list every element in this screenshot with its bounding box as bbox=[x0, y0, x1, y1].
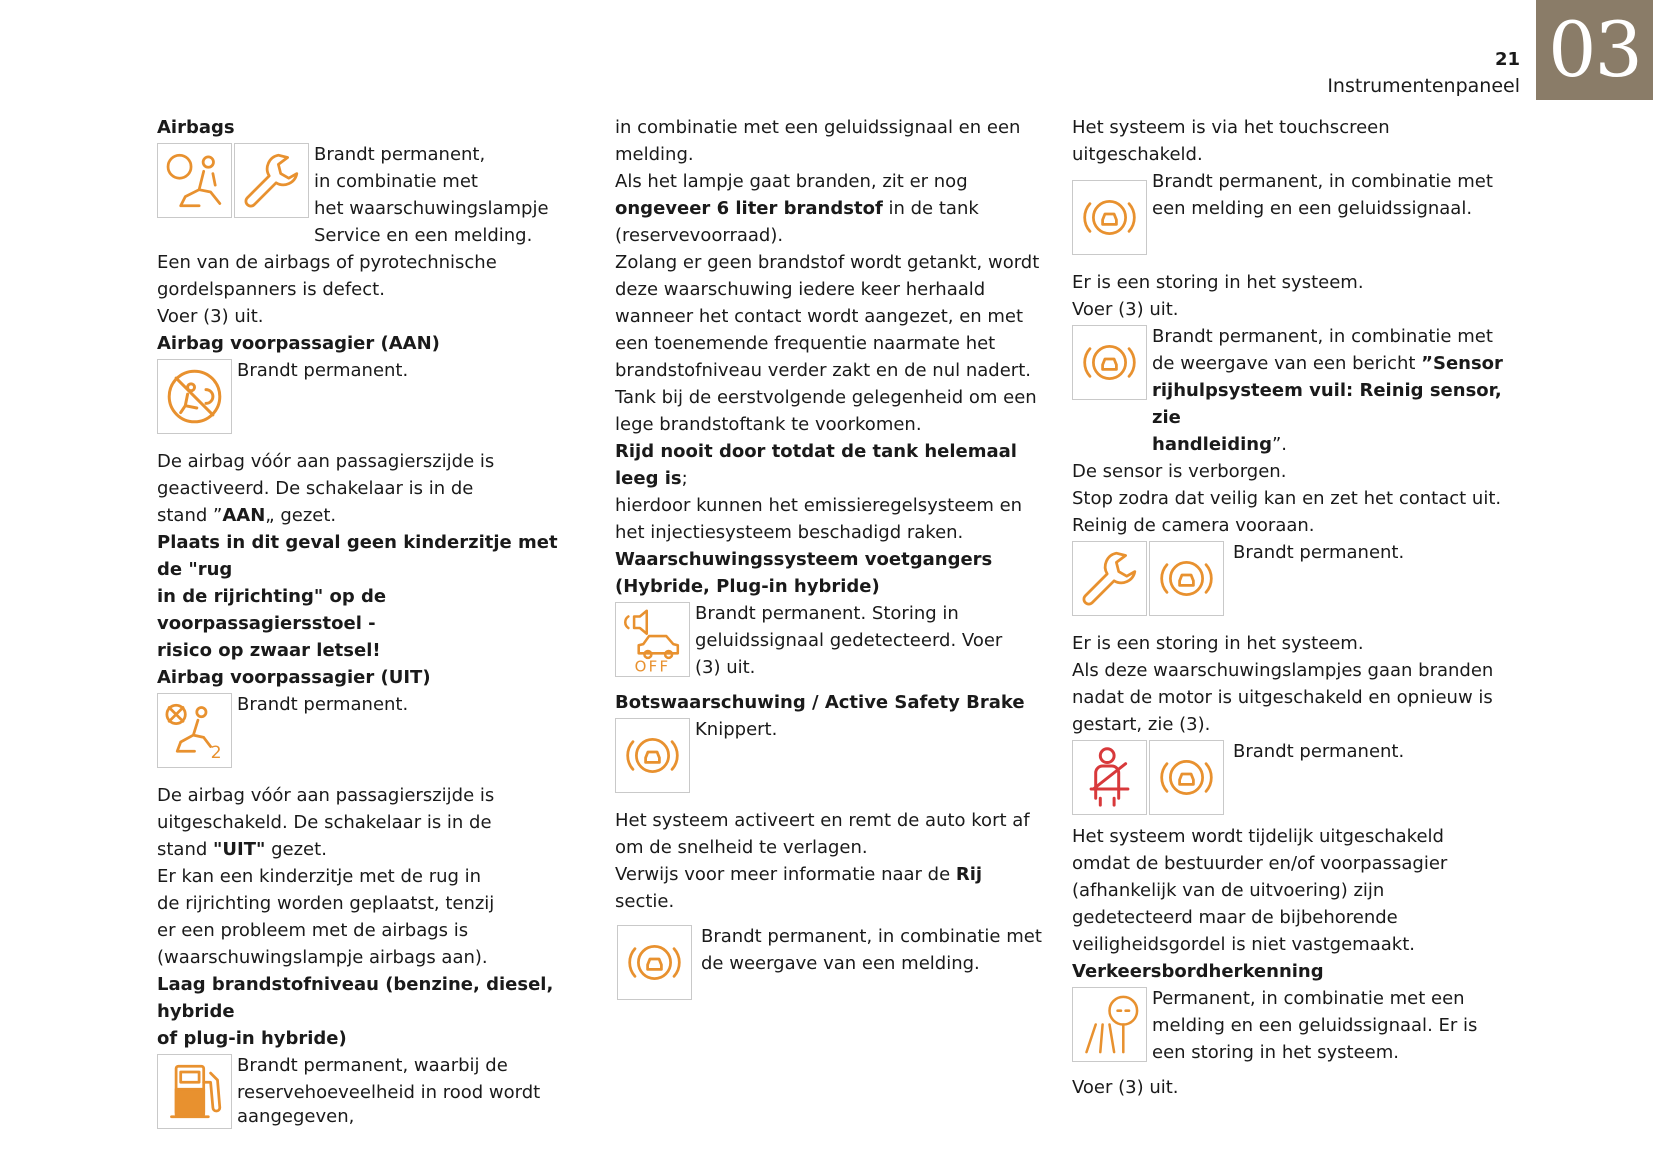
sensor-lamp-row-1 bbox=[1072, 168, 1512, 255]
text-run: de weergave van een bericht bbox=[1152, 353, 1422, 374]
text-line: melding en een geluidssignaal. Er is bbox=[1152, 1015, 1478, 1036]
airbag-on-heading: Airbag voorpassagier (AAN) bbox=[157, 333, 440, 354]
text-line: Een van de airbags of pyrotechnische bbox=[157, 252, 497, 273]
text-line: Er kan een kinderzitje met de rug in bbox=[157, 866, 482, 887]
text-line: hierdoor kunnen het emissieregelsysteem en bbox=[615, 495, 1023, 516]
text-line: (afhankelijk van de uitvoering) zijn bbox=[1072, 880, 1385, 901]
pedestrian-lamp-row bbox=[615, 600, 1045, 681]
collision-warning-icon bbox=[617, 925, 692, 1000]
text-run: stand ” bbox=[157, 505, 223, 526]
text-line: omdat de bestuurder en/of voorpassagier bbox=[1072, 853, 1448, 874]
passenger-airbag-off-icon bbox=[157, 693, 232, 768]
text-run-bold: Rijd nooit door totdat de tank helemaal leeg is bbox=[615, 441, 1017, 489]
text-line: Brandt permanent. Storing in bbox=[695, 603, 959, 624]
text-line: (3) uit. bbox=[695, 657, 756, 678]
text-line bbox=[157, 502, 587, 529]
airbag-on-lamp-row bbox=[157, 357, 587, 434]
text-line: er een probleem met de airbags is bbox=[157, 920, 469, 941]
collision-lamp-text: Knippert. bbox=[695, 719, 778, 740]
airbag-off-lamp-row bbox=[157, 691, 587, 768]
text-line bbox=[615, 861, 1045, 888]
text-line: geluidssignaal gedetecteerd. Voer bbox=[695, 630, 1003, 651]
text-line bbox=[1152, 377, 1512, 431]
text-line: Brandt permanent, in combinatie met bbox=[701, 926, 1042, 947]
airbag-on-lamp-text: Brandt permanent. bbox=[237, 360, 409, 381]
pedestrian-lamp-text bbox=[695, 600, 1002, 681]
text-line: (reservevoorraad). bbox=[615, 225, 784, 246]
column-1 bbox=[157, 114, 587, 1129]
text-line: Voer (3) uit. bbox=[157, 306, 264, 327]
collision-warning-icon bbox=[1072, 325, 1147, 400]
text-line: Als deze waarschuwingslampjes gaan branden bbox=[1072, 660, 1494, 681]
pedestrian-heading: Waarschuwingssysteem voetgangers bbox=[615, 549, 993, 570]
pedestrian-heading: (Hybride, Plug-in hybride) bbox=[615, 576, 880, 597]
collision-warning-icon bbox=[1149, 740, 1224, 815]
airbags-heading: Airbags bbox=[157, 117, 235, 138]
text-line: een storing in het systeem. bbox=[1152, 1042, 1399, 1063]
airbag-off-heading: Airbag voorpassagier (UIT) bbox=[157, 667, 431, 688]
airbag-off-lamp-text: Brandt permanent. bbox=[237, 694, 409, 715]
text-line: gedetecteerd maar de bijbehorende bbox=[1072, 907, 1398, 928]
text-line: lege brandstoftank te voorkomen. bbox=[615, 414, 922, 435]
text-line: Zolang er geen brandstof wordt getankt, wordt bbox=[615, 252, 1040, 273]
text-line: sectie. bbox=[615, 891, 675, 912]
fuel-pump-icon bbox=[157, 1054, 232, 1129]
text-line: het waarschuwingslampje bbox=[314, 198, 549, 219]
text-run-bold: ongeveer 6 liter brandstof bbox=[615, 198, 883, 219]
pedestrian-sound-off-icon bbox=[615, 602, 690, 677]
warning-line: Plaats in dit geval geen kinderzitje met de "rug bbox=[157, 532, 558, 580]
warning-line: in de rijrichting" op de voorpassagiersstoel - bbox=[157, 586, 387, 634]
fuel-heading: Laag brandstofniveau (benzine, diesel, hybride bbox=[157, 974, 554, 1022]
wrench-icon bbox=[234, 143, 309, 218]
text-run: stand bbox=[157, 839, 214, 860]
text-run-bold: rijhulpsysteem vuil: Reinig sensor, zie bbox=[1152, 380, 1502, 428]
column-2 bbox=[615, 114, 1045, 1000]
text-line: wanneer het contact wordt aangezet, en met bbox=[615, 306, 1024, 327]
airbag-person-icon bbox=[157, 143, 232, 218]
traffic-sign-lamp-text bbox=[1152, 985, 1477, 1066]
seatbelt-icon bbox=[1072, 740, 1147, 815]
text-line: een melding en een geluidssignaal. bbox=[1152, 198, 1473, 219]
text-line: Er is een storing in het systeem. bbox=[1072, 272, 1364, 293]
fuel-lamp-text bbox=[237, 1052, 540, 1128]
text-line: brandstofniveau verder zakt en de nul nadert. bbox=[615, 360, 1031, 381]
column-3 bbox=[1072, 114, 1512, 1101]
text-line: de weergave van een melding. bbox=[701, 953, 980, 974]
text-run-bold: "UIT" bbox=[213, 839, 266, 860]
collision-warning-icon bbox=[1072, 180, 1147, 255]
text-line: Het systeem wordt tijdelijk uitgeschakeld bbox=[1072, 826, 1444, 847]
text-line: Brandt permanent, waarbij de bbox=[237, 1055, 508, 1076]
sensor-lamp-text-2 bbox=[1152, 323, 1512, 458]
text-line: het injectiesysteem beschadigd raken. bbox=[615, 522, 964, 543]
text-line: Het systeem is via het touchscreen bbox=[1072, 117, 1390, 138]
svg-text:2: 2 bbox=[210, 743, 222, 764]
sensor-lamp-text-1 bbox=[1152, 168, 1493, 222]
text-run-bold: AAN bbox=[222, 505, 266, 526]
text-line: om de snelheid te verlagen. bbox=[615, 837, 868, 858]
text-line: Stop zodra dat veilig kan en zet het contact uit. bbox=[1072, 488, 1502, 509]
warning-line: risico op zwaar letsel! bbox=[157, 640, 381, 661]
text-line bbox=[615, 438, 1045, 492]
text-run-bold: handleiding bbox=[1152, 434, 1272, 455]
text-line: in combinatie met bbox=[314, 171, 478, 192]
passenger-airbag-on-icon bbox=[157, 359, 232, 434]
sensor-lamp-text-4: Brandt permanent. bbox=[1233, 741, 1405, 762]
text-line: Brandt permanent, in combinatie met bbox=[1152, 326, 1493, 347]
text-run-bold: Rij bbox=[955, 864, 983, 885]
text-line: nadat de motor is uitgeschakeld en opnieuw is bbox=[1072, 687, 1493, 708]
fuel-lamp-row bbox=[157, 1052, 587, 1129]
text-line: Brandt permanent, in combinatie met bbox=[1152, 171, 1493, 192]
text-line: gordelspanners is defect. bbox=[157, 279, 385, 300]
section-title: Instrumentenpaneel bbox=[1327, 75, 1520, 97]
text-line: gestart, zie (3). bbox=[1072, 714, 1211, 735]
text-line: De sensor is verborgen. bbox=[1072, 461, 1287, 482]
fuel-heading: of plug-in hybride) bbox=[157, 1028, 347, 1049]
text-line: geactiveerd. De schakelaar is in de bbox=[157, 478, 474, 499]
text-line: Voer (3) uit. bbox=[1072, 299, 1179, 320]
collision-lamp-row-2 bbox=[617, 923, 1045, 1000]
collision-warning-icon bbox=[615, 718, 690, 793]
traffic-sign-recognition-icon bbox=[1072, 987, 1147, 1062]
wrench-icon bbox=[1072, 541, 1147, 616]
text-run: ”. bbox=[1271, 434, 1288, 455]
text-line: Voer (3) uit. bbox=[1072, 1077, 1179, 1098]
sensor-lamp-row-4 bbox=[1072, 738, 1512, 815]
text-line: uitgeschakeld. bbox=[1072, 144, 1203, 165]
collision-lamp-row bbox=[615, 716, 1045, 793]
text-line: uitgeschakeld. De schakelaar is in de bbox=[157, 812, 492, 833]
text-line: in combinatie met een geluidssignaal en een bbox=[615, 117, 1021, 138]
text-line bbox=[1152, 431, 1512, 458]
chapter-number-tab: 03 bbox=[1536, 0, 1653, 100]
traffic-sign-lamp-row bbox=[1072, 985, 1512, 1066]
traffic-sign-heading: Verkeersbordherkenning bbox=[1072, 961, 1324, 982]
text-run: in de tank bbox=[882, 198, 979, 219]
sensor-lamp-text-3: Brandt permanent. bbox=[1233, 542, 1405, 563]
text-line: Het systeem activeert en remt de auto kort af bbox=[615, 810, 1030, 831]
text-line: aangegeven, bbox=[237, 1106, 355, 1127]
text-line: een toenemende frequentie naarmate het bbox=[615, 333, 996, 354]
airbags-lamp-text bbox=[314, 141, 549, 249]
text-line: Service en een melding. bbox=[314, 225, 533, 246]
text-line: deze waarschuwing iedere keer herhaald bbox=[615, 279, 986, 300]
off-label: OFF bbox=[634, 657, 671, 674]
collision-warning-icon bbox=[1149, 541, 1224, 616]
text-line: melding. bbox=[615, 144, 694, 165]
airbags-lamp-row bbox=[157, 141, 587, 249]
collision-heading: Botswaarschuwing / Active Safety Brake bbox=[615, 692, 1025, 713]
text-line: De airbag vóór aan passagierszijde is bbox=[157, 785, 495, 806]
collision-lamp-text-2 bbox=[701, 923, 1042, 977]
text-line: De airbag vóór aan passagierszijde is bbox=[157, 451, 495, 472]
text-line: de rijrichting worden geplaatst, tenzij bbox=[157, 893, 495, 914]
text-line: Er is een storing in het systeem. bbox=[1072, 633, 1364, 654]
text-line: Tank bij de eerstvolgende gelegenheid om een bbox=[615, 387, 1037, 408]
text-line bbox=[615, 195, 1045, 222]
text-line: Permanent, in combinatie met een bbox=[1152, 988, 1465, 1009]
page-number: 21 bbox=[1494, 49, 1520, 70]
text-line: Reinig de camera vooraan. bbox=[1072, 515, 1315, 536]
sensor-lamp-row-2 bbox=[1072, 323, 1512, 458]
text-run: gezet. bbox=[265, 839, 327, 860]
text-line: (waarschuwingslampje airbags aan). bbox=[157, 947, 488, 968]
text-run: Verwijs voor meer informatie naar de bbox=[615, 864, 956, 885]
text-line: Brandt permanent, bbox=[314, 144, 486, 165]
sensor-lamp-row-3 bbox=[1072, 539, 1512, 616]
text-line: Als het lampje gaat branden, zit er nog bbox=[615, 171, 968, 192]
text-line: veiligheidsgordel is niet vastgemaakt. bbox=[1072, 934, 1415, 955]
text-line: reservehoeveelheid in rood wordt bbox=[237, 1082, 541, 1103]
text-line bbox=[157, 836, 587, 863]
text-line bbox=[1152, 350, 1512, 377]
text-run: „ gezet. bbox=[265, 505, 337, 526]
text-run: ; bbox=[681, 468, 688, 489]
text-run-bold: ”Sensor bbox=[1421, 353, 1503, 374]
